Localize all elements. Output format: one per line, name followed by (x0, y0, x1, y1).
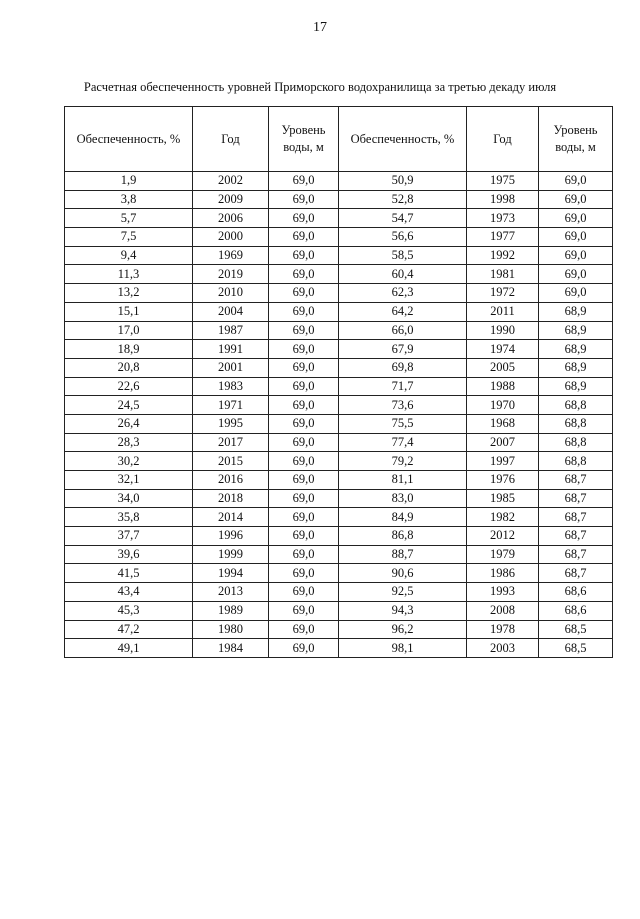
probability-cell: 52,8 (339, 190, 467, 209)
table-row (65, 620, 613, 639)
table-row (65, 265, 613, 284)
table-row (65, 172, 613, 191)
water-level-cell: 69,0 (539, 246, 613, 265)
probability-cell: 3,8 (65, 190, 193, 209)
water-level-cell: 68,9 (539, 340, 613, 359)
year-cell: 2012 (467, 527, 539, 546)
year-cell: 1977 (467, 228, 539, 247)
year-cell: 2010 (193, 284, 269, 303)
probability-cell: 79,2 (339, 452, 467, 471)
table-row (65, 377, 613, 396)
probability-cell: 98,1 (339, 639, 467, 658)
probability-cell: 11,3 (65, 265, 193, 284)
probability-cell: 84,9 (339, 508, 467, 527)
probability-cell: 71,7 (339, 377, 467, 396)
year-cell: 2004 (193, 302, 269, 321)
year-cell: 1982 (467, 508, 539, 527)
year-cell: 1983 (193, 377, 269, 396)
year-cell: 1992 (467, 246, 539, 265)
year-cell: 2008 (467, 601, 539, 620)
probability-cell: 96,2 (339, 620, 467, 639)
water-level-cell: 69,0 (269, 228, 339, 247)
table-row (65, 396, 613, 415)
page-number: 17 (313, 20, 327, 35)
water-level-cell: 69,0 (269, 246, 339, 265)
probability-cell: 81,1 (339, 471, 467, 490)
water-level-cell: 69,0 (539, 265, 613, 284)
header-year-2: Год (467, 107, 539, 172)
water-level-cell: 69,0 (539, 172, 613, 191)
header-row (65, 107, 613, 172)
year-cell: 2017 (193, 433, 269, 452)
table-row (65, 601, 613, 620)
water-level-cell: 69,0 (269, 358, 339, 377)
year-cell: 1972 (467, 284, 539, 303)
water-level-cell: 69,0 (269, 377, 339, 396)
probability-cell: 56,6 (339, 228, 467, 247)
water-level-cell: 68,8 (539, 414, 613, 433)
table-title: Расчетная обеспеченность уровней Приморского водохранилища за третью декаду июля (83, 80, 557, 94)
probability-cell: 49,1 (65, 639, 193, 658)
water-level-cell: 68,7 (539, 489, 613, 508)
year-cell: 2007 (467, 433, 539, 452)
table-row (65, 228, 613, 247)
water-level-cell: 69,0 (269, 471, 339, 490)
table-row (65, 545, 613, 564)
year-cell: 1971 (193, 396, 269, 415)
table-row (65, 414, 613, 433)
table-row (65, 583, 613, 602)
water-level-cell: 69,0 (269, 489, 339, 508)
water-level-cell: 69,0 (269, 209, 339, 228)
year-cell: 1985 (467, 489, 539, 508)
probability-cell: 45,3 (65, 601, 193, 620)
water-level-cell: 69,0 (269, 545, 339, 564)
data-table (64, 106, 613, 658)
water-level-cell: 68,7 (539, 564, 613, 583)
table-body (65, 172, 613, 658)
table-row (65, 564, 613, 583)
year-cell: 2015 (193, 452, 269, 471)
table-row (65, 190, 613, 209)
probability-cell: 34,0 (65, 489, 193, 508)
year-cell: 1995 (193, 414, 269, 433)
water-level-cell: 69,0 (539, 284, 613, 303)
probability-cell: 37,7 (65, 527, 193, 546)
year-cell: 2001 (193, 358, 269, 377)
year-cell: 2019 (193, 265, 269, 284)
year-cell: 1993 (467, 583, 539, 602)
table-row (65, 358, 613, 377)
water-level-cell: 69,0 (269, 452, 339, 471)
water-level-cell: 69,0 (269, 172, 339, 191)
probability-cell: 58,5 (339, 246, 467, 265)
probability-cell: 92,5 (339, 583, 467, 602)
year-cell: 1978 (467, 620, 539, 639)
probability-cell: 18,9 (65, 340, 193, 359)
header-water-level-1: Уровень воды, м (269, 107, 339, 172)
water-level-cell: 69,0 (269, 302, 339, 321)
water-level-cell: 68,6 (539, 583, 613, 602)
year-cell: 1999 (193, 545, 269, 564)
year-cell: 1981 (467, 265, 539, 284)
year-cell: 1979 (467, 545, 539, 564)
probability-cell: 26,4 (65, 414, 193, 433)
probability-cell: 43,4 (65, 583, 193, 602)
water-level-cell: 68,5 (539, 639, 613, 658)
water-level-cell: 68,8 (539, 452, 613, 471)
table-row (65, 321, 613, 340)
table-row (65, 284, 613, 303)
probability-cell: 39,6 (65, 545, 193, 564)
year-cell: 1997 (467, 452, 539, 471)
water-level-cell: 69,0 (269, 508, 339, 527)
probability-cell: 77,4 (339, 433, 467, 452)
water-level-cell: 68,6 (539, 601, 613, 620)
probability-cell: 83,0 (339, 489, 467, 508)
probability-cell: 32,1 (65, 471, 193, 490)
probability-cell: 60,4 (339, 265, 467, 284)
probability-cell: 17,0 (65, 321, 193, 340)
table-row (65, 340, 613, 359)
water-level-cell: 69,0 (269, 190, 339, 209)
probability-cell: 28,3 (65, 433, 193, 452)
water-level-cell: 69,0 (539, 190, 613, 209)
water-level-cell: 69,0 (269, 583, 339, 602)
year-cell: 2016 (193, 471, 269, 490)
water-level-cell: 69,0 (269, 620, 339, 639)
table-row (65, 209, 613, 228)
probability-cell: 73,6 (339, 396, 467, 415)
probability-cell: 22,6 (65, 377, 193, 396)
water-level-cell: 69,0 (269, 564, 339, 583)
year-cell: 1974 (467, 340, 539, 359)
water-level-cell: 69,0 (269, 601, 339, 620)
year-cell: 1996 (193, 527, 269, 546)
water-level-cell: 68,7 (539, 471, 613, 490)
year-cell: 1984 (193, 639, 269, 658)
water-level-cell: 69,0 (269, 340, 339, 359)
water-level-cell: 69,0 (269, 639, 339, 658)
water-level-cell: 68,7 (539, 527, 613, 546)
header-probability-1: Обеспеченность, % (65, 107, 193, 172)
probability-cell: 35,8 (65, 508, 193, 527)
year-cell: 1970 (467, 396, 539, 415)
water-level-cell: 69,0 (269, 433, 339, 452)
year-cell: 2002 (193, 172, 269, 191)
probability-cell: 66,0 (339, 321, 467, 340)
probability-cell: 67,9 (339, 340, 467, 359)
probability-cell: 9,4 (65, 246, 193, 265)
water-level-cell: 68,8 (539, 433, 613, 452)
table-row (65, 508, 613, 527)
year-cell: 1990 (467, 321, 539, 340)
year-cell: 1991 (193, 340, 269, 359)
probability-cell: 50,9 (339, 172, 467, 191)
year-cell: 2000 (193, 228, 269, 247)
table-row (65, 433, 613, 452)
year-cell: 2011 (467, 302, 539, 321)
water-level-cell: 68,5 (539, 620, 613, 639)
header-probability-2: Обеспеченность, % (339, 107, 467, 172)
header-water-level-2: Уровень воды, м (539, 107, 613, 172)
probability-cell: 30,2 (65, 452, 193, 471)
year-cell: 1976 (467, 471, 539, 490)
probability-cell: 41,5 (65, 564, 193, 583)
year-cell: 1969 (193, 246, 269, 265)
water-level-cell: 68,7 (539, 545, 613, 564)
water-level-cell: 69,0 (539, 228, 613, 247)
probability-cell: 86,8 (339, 527, 467, 546)
water-level-cell: 68,8 (539, 396, 613, 415)
year-cell: 2018 (193, 489, 269, 508)
year-cell: 2005 (467, 358, 539, 377)
water-level-cell: 68,9 (539, 358, 613, 377)
water-level-cell: 68,9 (539, 321, 613, 340)
probability-cell: 24,5 (65, 396, 193, 415)
year-cell: 2014 (193, 508, 269, 527)
probability-cell: 88,7 (339, 545, 467, 564)
water-level-cell: 69,0 (269, 396, 339, 415)
water-level-cell: 69,0 (269, 284, 339, 303)
table-row (65, 452, 613, 471)
water-level-cell: 68,7 (539, 508, 613, 527)
year-cell: 1968 (467, 414, 539, 433)
probability-cell: 90,6 (339, 564, 467, 583)
water-level-cell: 69,0 (269, 414, 339, 433)
year-cell: 1986 (467, 564, 539, 583)
header-year-1: Год (193, 107, 269, 172)
probability-cell: 15,1 (65, 302, 193, 321)
probability-cell: 62,3 (339, 284, 467, 303)
water-level-cell: 69,0 (269, 527, 339, 546)
probability-cell: 47,2 (65, 620, 193, 639)
probability-cell: 94,3 (339, 601, 467, 620)
year-cell: 2006 (193, 209, 269, 228)
year-cell: 2003 (467, 639, 539, 658)
table-row (65, 489, 613, 508)
year-cell: 1975 (467, 172, 539, 191)
year-cell: 1987 (193, 321, 269, 340)
table-row (65, 471, 613, 490)
water-level-cell: 69,0 (269, 321, 339, 340)
year-cell: 1998 (467, 190, 539, 209)
water-level-cell: 69,0 (539, 209, 613, 228)
table-row (65, 527, 613, 546)
probability-cell: 64,2 (339, 302, 467, 321)
year-cell: 2009 (193, 190, 269, 209)
table-row (65, 302, 613, 321)
water-level-cell: 69,0 (269, 265, 339, 284)
probability-cell: 5,7 (65, 209, 193, 228)
probability-cell: 69,8 (339, 358, 467, 377)
year-cell: 2013 (193, 583, 269, 602)
year-cell: 1988 (467, 377, 539, 396)
probability-cell: 20,8 (65, 358, 193, 377)
probability-cell: 54,7 (339, 209, 467, 228)
year-cell: 1994 (193, 564, 269, 583)
water-level-cell: 68,9 (539, 377, 613, 396)
probability-cell: 75,5 (339, 414, 467, 433)
year-cell: 1973 (467, 209, 539, 228)
table-row (65, 246, 613, 265)
year-cell: 1980 (193, 620, 269, 639)
probability-cell: 13,2 (65, 284, 193, 303)
probability-cell: 1,9 (65, 172, 193, 191)
year-cell: 1989 (193, 601, 269, 620)
water-level-cell: 68,9 (539, 302, 613, 321)
probability-cell: 7,5 (65, 228, 193, 247)
table-row (65, 639, 613, 658)
